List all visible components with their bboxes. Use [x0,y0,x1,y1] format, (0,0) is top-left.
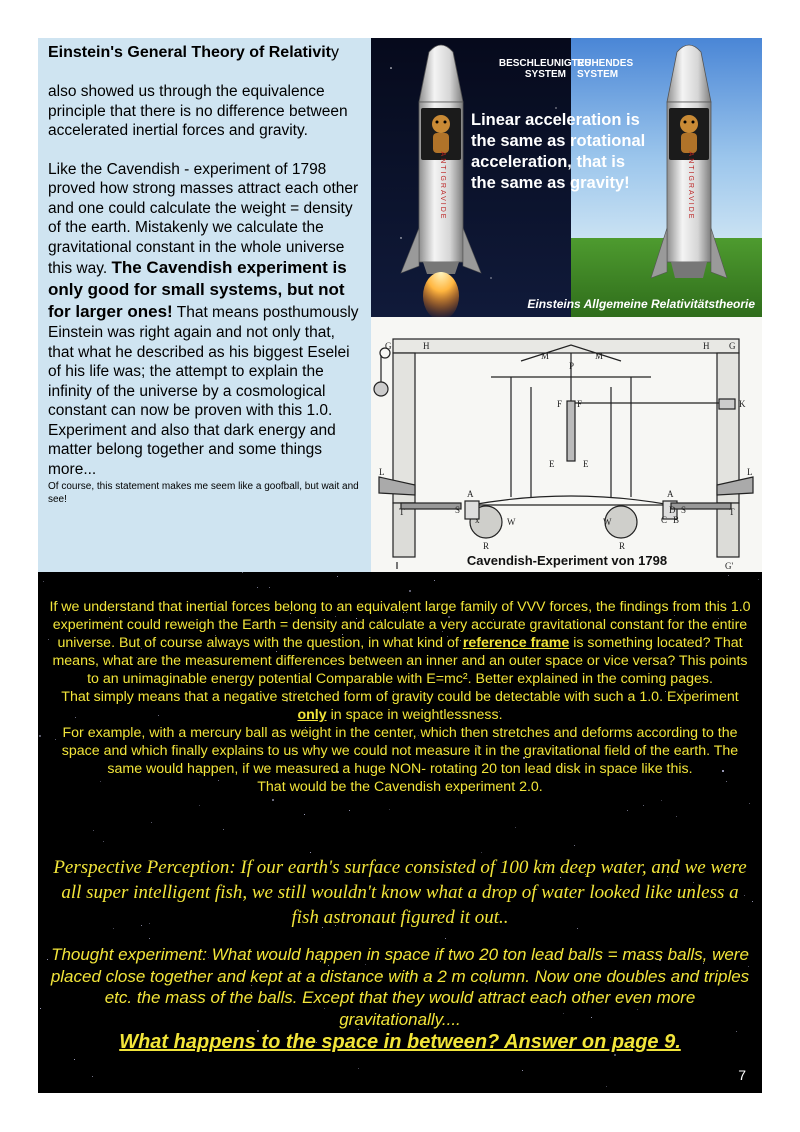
star [149,938,150,939]
cavendish-illustration [371,317,762,572]
star [643,805,644,806]
letter-w-left: W [507,517,516,527]
para-2b: in space in weightlessness. [330,707,503,723]
star [223,829,224,830]
star [103,841,104,842]
star [389,809,390,810]
letter-a-left: A [467,489,474,499]
overlay-line-4: the same as gravity! [471,174,630,192]
star [676,816,677,817]
small-note: Of course, this statement makes me seem like a goofball, but wait and see! [48,481,359,505]
overlay-line-2: the same as rotational [471,132,646,150]
star [574,845,575,846]
star [758,579,759,580]
letter-d: D [669,505,676,515]
star [40,1008,41,1009]
letter-t-left: T [399,507,405,517]
letter-l-right: L [747,467,753,477]
letter-e-right: E [583,459,589,469]
overlay-line-1: Linear acceleration is [471,111,640,129]
letter-t-right: T [729,507,735,517]
rocket-caption: Einsteins Allgemeine Relativitätstheorie [527,297,755,311]
left-text-panel [38,38,371,572]
star [481,852,482,853]
rocket-svg [371,38,762,317]
cavendish-svg [371,317,762,572]
para-1b: is something located? That means, what are the measurement differences between an inner and an outer space or vice versa? This points to an unimaginable energy potential Comparable with E=mc². Better explained in the coming pages. [52,635,748,687]
letter-b: B [673,515,680,525]
letter-f-right: F [577,399,583,409]
cavendish-paragraph [48,160,365,480]
apparatus-labels [379,341,753,571]
star [272,799,274,801]
letter-r-right: R [619,541,626,551]
main-explanation [48,598,752,796]
star [337,576,338,577]
star [92,1076,93,1077]
title-bold: Einstein's General Theory of Relativit [48,44,331,61]
letter-g: G [385,341,392,351]
star [74,1059,75,1060]
star [199,805,200,806]
para-4: That would be the Cavendish experiment 2.0. [257,779,543,795]
rocket-side-text-right: ANTIGRAVIDE [687,151,694,221]
star [310,852,311,853]
star [358,1068,359,1069]
letter-m-left: M [541,351,550,361]
star [242,572,243,573]
cavendish-caption: Cavendish-Experiment von 1798 [466,553,668,568]
letter-h-left: H [423,341,430,351]
letter-l-left: L [379,467,385,477]
letter-s-right: S [681,505,687,515]
letter-e-left: E [549,459,555,469]
star [522,1070,523,1071]
cavendish-bold-claim: The Cavendish experiment is only good for small systems, but not for larger ones! [48,258,347,321]
letter-h-right: H [703,341,710,351]
intro-paragraph: also showed us through the equivalence principle that there is no difference between accelerated inertial forces and gravity. [48,83,348,139]
star [93,830,94,831]
starfield-text-box [38,572,762,1093]
star [728,575,729,576]
label-accelerated-1: BESCHLEUNIGTES [498,58,592,69]
star [349,810,350,811]
overlay-line-3: acceleration, that is [471,153,626,171]
letter-x: x [475,515,480,525]
letter-r-left: R [483,541,490,551]
star [257,587,258,588]
apparatus-drawing [374,339,753,569]
cavendish-text: Like the Cavendish - experiment of 1798 proved how strong masses attract each other and one could calculate the weight = density of the earth. Mistakenly we calculate the gravitational constant in the whole universe this way. [48,160,359,277]
star [151,822,152,823]
rocket-illustration [371,38,762,317]
letter-w-right: W [603,517,612,527]
rocket-side-text-left: ANTIGRAVIDE [439,151,446,221]
einstein-text: That means posthumously Einstein was right again and not only that, that what he described as his biggest Eselei of his life was; the attempt to explain the infinity of the universe by a cosmological constant can now be proven with this 1.0. Experiment and also that dark energy and matter belong together and some things more... [48,304,359,478]
para-3: For example, with a mercury ball as weight in the center, which then stretches and deforms according to the space and which finally explains to us why we could not measure it in the gravitational field of the earth. The same would happen, if we measured a huge NON- rotating 20 ton lead disk in space like this. [61,725,739,777]
title-end: y [331,44,339,61]
letter-p: P [569,361,575,371]
star [269,587,270,588]
label-accelerated-2: SYSTEM [524,69,566,80]
reference-frame-highlight: reference frame [462,635,570,651]
star [661,800,662,801]
star [614,1054,616,1056]
letter-m-right: M [595,351,604,361]
label-resting-2: SYSTEM [577,69,619,80]
para-1a: If we understand that inertial forces belong to an equivalent large family of VVV forces, the findings from this 1.0 experiment could reweigh the Earth = density and calculate a very accurate gravitational constant for the entire universe. But of course always with the question, in what kind of [49,599,751,651]
letter-g-right: G [729,341,736,351]
star [43,581,44,582]
thought-experiment: Thought experiment: What would happen in space if two 20 ton lead balls = mass balls, were placed close together and kept at a distance with a 2 m column. Now one doubles and triples etc. the mass of the balls. Except that they would attract each other even more gravitationally.... [50,945,750,1029]
letter-k: K [739,399,746,409]
star [752,901,753,902]
perspective-perception: Perspective Perception: If our earth's surface consisted of 100 km deep water, and we were all super intelligent fish, we still wouldn't know what a drop of water looked like unless a fish astronaut figured it out.. [53,857,747,928]
letter-c: C [661,515,668,525]
star [515,827,516,828]
letter-f-left: F [557,399,563,409]
label-resting-1: RUHENDES [577,58,634,69]
only-highlight: only [297,707,327,723]
star [434,580,435,581]
star [606,1086,607,1087]
letter-a-right: A [667,489,674,499]
star [304,814,305,815]
letter-g-prime: G' [725,561,734,571]
star [627,810,628,811]
star [409,590,411,592]
letter-s-left: S [455,505,461,515]
star [749,803,750,804]
section-title [48,43,365,63]
page-number: 7 [738,1067,746,1083]
para-2a: That simply means that a negative stretched form of gravity could be detectable with such a 1.0. Experiment [61,689,739,705]
star [445,938,446,939]
answer-link: What happens to the space in between? Answer on page 9. [119,1031,681,1053]
star [39,735,41,737]
